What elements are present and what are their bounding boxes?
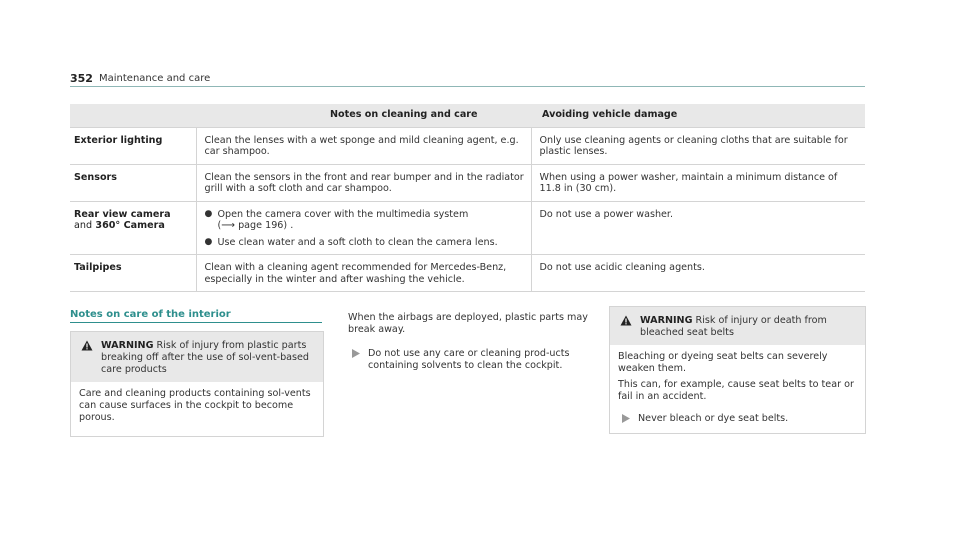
warning-triangle-icon [620, 315, 632, 326]
warning-triangle-icon [81, 340, 93, 351]
row-label-and: and [74, 220, 93, 231]
warning-box-solvents [70, 331, 324, 437]
warning-box-seat-belts [609, 306, 866, 434]
table-header-notes: Notes on cleaning and care [196, 104, 531, 127]
row-notes: Clean the lenses with a wet sponge and mild cleaning agent, e.g. car shampoo. [196, 127, 531, 164]
row-label: Exterior lighting [70, 127, 196, 164]
warning-text: Risk of injury or death from bleached seat belts [640, 315, 827, 338]
warning-body [610, 345, 865, 433]
warning-body-text: This can, for example, cause seat belts to tear or fail in an accident. [618, 379, 854, 402]
list-item [205, 209, 525, 232]
warning-label: WARNING [101, 340, 154, 351]
warning-text: Risk of injury from plastic parts breaking off after the use of sol-vent-based care products [101, 340, 310, 375]
row-notes [196, 201, 531, 255]
note-text: When the airbags are deployed, plastic parts may break away. [348, 312, 588, 335]
row-notes: Clean the sensors in the front and rear bumper and in the radiator grill with a soft cloth and car shampoo. [196, 164, 531, 201]
warning-body-text: Bleaching or dyeing seat belts can severely weaken them. [618, 351, 828, 374]
list-item [205, 237, 525, 249]
bullet-icon: ● [204, 236, 213, 247]
page-header [70, 72, 865, 87]
table-row [70, 201, 865, 255]
row-notes: Clean with a cleaning agent recommended for Mercedes-Benz, especially in the winter and after washing the vehicle. [196, 255, 531, 292]
row-label [70, 201, 196, 255]
arrow-right-icon: ⟶ [221, 220, 236, 231]
row-avoid: Do not use a power washer. [531, 201, 865, 255]
table-header-avoid: Avoiding vehicle damage [531, 104, 865, 127]
play-arrow-icon [622, 414, 630, 423]
row-avoid: When using a power washer, maintain a minimum distance of 11.8 in (30 cm). [531, 164, 865, 201]
cleaning-table [70, 104, 865, 292]
instruction [348, 348, 588, 372]
interior-section-title: Notes on care of the interior [70, 309, 322, 323]
instruction [618, 413, 857, 425]
warning-header [71, 332, 323, 382]
section-title: Maintenance and care [99, 73, 211, 84]
play-arrow-icon [352, 349, 360, 358]
bullet-text: Use clean water and a soft cloth to clean the camera lens. [217, 236, 498, 248]
table-header-blank [70, 104, 196, 127]
page-reference[interactable] [218, 220, 294, 231]
row-avoid: Do not use acidic cleaning agents. [531, 255, 865, 292]
instruction-text: Do not use any care or cleaning prod-ucts containing solvents to clean the cockpit. [368, 348, 570, 371]
bullet-icon: ● [204, 208, 213, 219]
ref-page: page 196) . [238, 220, 294, 231]
ref-open: ( [217, 220, 222, 231]
row-label-line1: Rear view camera [74, 208, 171, 220]
table-row [70, 127, 865, 164]
table-row [70, 255, 865, 292]
row-label-line2: 360° Camera [95, 220, 165, 231]
table-row [70, 164, 865, 201]
bullet-list [205, 209, 525, 249]
row-label: Sensors [70, 164, 196, 201]
warning-body [71, 382, 323, 436]
row-label: Tailpipes [70, 255, 196, 292]
page-number: 352 [70, 72, 93, 85]
warning-label: WARNING [640, 315, 693, 326]
row-avoid: Only use cleaning agents or cleaning cloths that are suitable for plastic lenses. [531, 127, 865, 164]
airbag-note [348, 312, 588, 372]
bullet-text: Open the camera cover with the multimedia system [217, 208, 469, 220]
warning-header [610, 307, 865, 345]
instruction-text: Never bleach or dye seat belts. [638, 413, 789, 424]
table-header-row [70, 104, 865, 127]
warning-body-text: Care and cleaning products containing sol-vents can cause surfaces in the cockpit to become porous. [79, 388, 311, 423]
